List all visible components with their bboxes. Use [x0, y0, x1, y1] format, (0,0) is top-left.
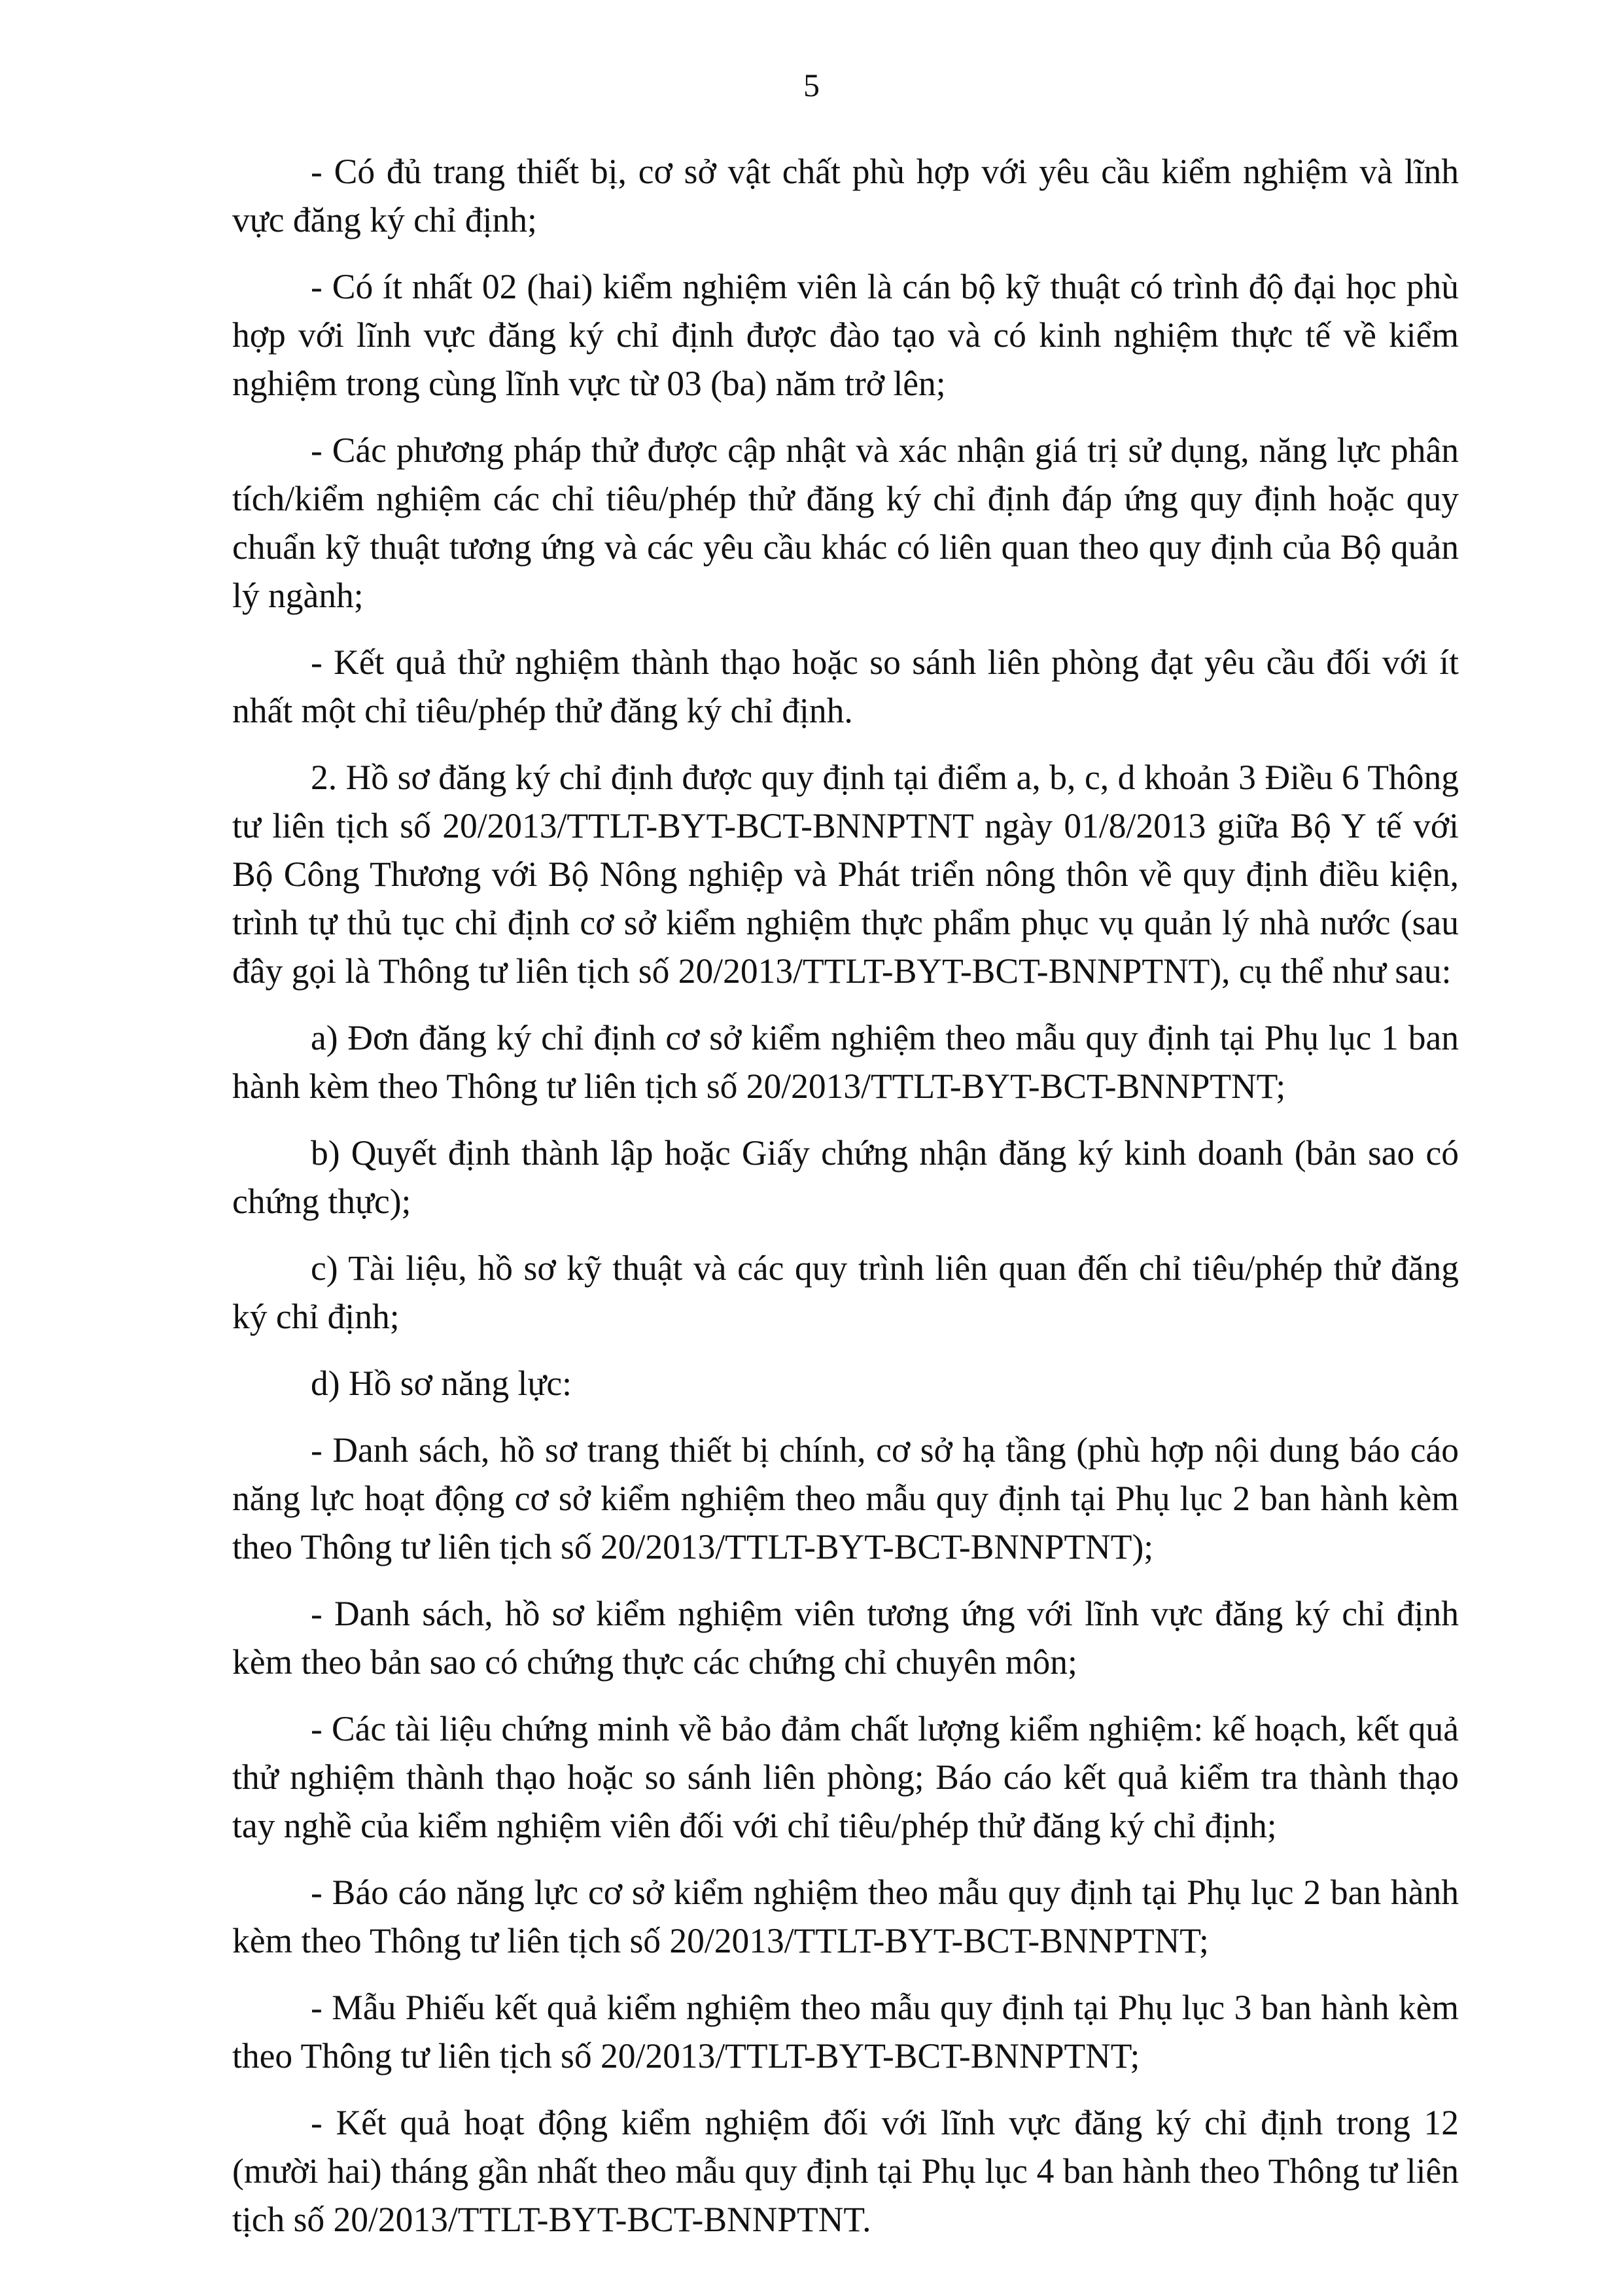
- paragraph-item-c: c) Tài liệu, hồ sơ kỹ thuật và các quy trình liên quan đến chỉ tiêu/phép thử đăng ký chỉ định;: [232, 1248, 1459, 1336]
- paragraph-capacity-report: - Báo cáo năng lực cơ sở kiểm nghiệm theo mẫu quy định tại Phụ lục 2 ban hành kèm theo Thông tư liên tịch số 20/2013/TTLT-BYT-BCT-BNNPTNT;: [232, 1873, 1459, 1960]
- paragraph-test-methods: - Các phương pháp thử được cập nhật và xác nhận giá trị sử dụng, năng lực phân tích/kiểm nghiệm các chỉ tiêu/phép thử đăng ký chỉ định đáp ứng quy định hoặc quy chuẩn kỹ thuật tương ứng và các yêu cầu khác có liên quan theo quy định của Bộ quản lý ngành;: [232, 431, 1459, 615]
- paragraph-equipment: - Có đủ trang thiết bị, cơ sở vật chất phù hợp với yêu cầu kiểm nghiệm và lĩnh vực đăng ký chỉ định;: [232, 152, 1459, 239]
- paragraph-item-d: d) Hồ sơ năng lực:: [311, 1364, 572, 1403]
- paragraph-dossier-intro: 2. Hồ sơ đăng ký chỉ định được quy định tại điểm a, b, c, d khoản 3 Điều 6 Thông tư liên tịch số 20/2013/TTLT-BYT-BCT-BNNPTNT ngày 01/8/2013 giữa Bộ Y tế với Bộ Công Thương với Bộ Nông nghiệp và Phát triển nông thôn về quy định điều kiện, trình tự thủ tục chỉ định cơ sở kiểm nghiệm thực phẩm phục vụ quản lý nhà nước (sau đây gọi là Thông tư liên tịch số 20/2013/TTLT-BYT-BCT-BNNPTNT), cụ thể như sau:: [232, 758, 1459, 991]
- paragraph-proficiency-results: - Kết quả thử nghiệm thành thạo hoặc so sánh liên phòng đạt yêu cầu đối với ít nhất một chỉ tiêu/phép thử đăng ký chỉ định.: [232, 643, 1459, 730]
- paragraph-equipment-list: - Danh sách, hồ sơ trang thiết bị chính, cơ sở hạ tầng (phù hợp nội dung báo cáo năng lực hoạt động cơ sở kiểm nghiệm theo mẫu quy định tại Phụ lục 2 ban hành kèm theo Thông tư liên tịch số 20/2013/TTLT-BYT-BCT-BNNPTNT);: [232, 1430, 1459, 1566]
- page-number: 5: [803, 67, 820, 103]
- paragraph-activity-results: - Kết quả hoạt động kiểm nghiệm đối với lĩnh vực đăng ký chỉ định trong 12 (mười hai) tháng gần nhất theo mẫu quy định tại Phụ lục 4 ban hành theo Thông tư liên tịch số 20/2013/TTLT-BYT-BCT-BNNPTNT.: [232, 2103, 1459, 2239]
- paragraph-item-b: b) Quyết định thành lập hoặc Giấy chứng nhận đăng ký kinh doanh (bản sao có chứng thực);: [232, 1133, 1459, 1221]
- document-body: [232, 147, 1459, 2262]
- paragraph-inspectors: - Có ít nhất 02 (hai) kiểm nghiệm viên là cán bộ kỹ thuật có trình độ đại học phù hợp với lĩnh vực đăng ký chỉ định được đào tạo và có kinh nghiệm thực tế về kiểm nghiệm trong cùng lĩnh vực từ 03 (ba) năm trở lên;: [232, 267, 1459, 403]
- paragraph-item-a: a) Đơn đăng ký chỉ định cơ sở kiểm nghiệm theo mẫu quy định tại Phụ lục 1 ban hành kèm theo Thông tư liên tịch số 20/2013/TTLT-BYT-BCT-BNNPTNT;: [232, 1018, 1459, 1106]
- paragraph-inspector-list: - Danh sách, hồ sơ kiểm nghiệm viên tương ứng với lĩnh vực đăng ký chỉ định kèm theo bản sao có chứng thực các chứng chỉ chuyên môn;: [232, 1594, 1459, 1682]
- paragraph-quality-docs: - Các tài liệu chứng minh về bảo đảm chất lượng kiểm nghiệm: kế hoạch, kết quả thử nghiệm thành thạo hoặc so sánh liên phòng; Báo cáo kết quả kiểm tra thành thạo tay nghề của kiểm nghiệm viên đối với chỉ tiêu/phép thử đăng ký chỉ định;: [232, 1709, 1459, 1845]
- paragraph-result-form: - Mẫu Phiếu kết quả kiểm nghiệm theo mẫu quy định tại Phụ lục 3 ban hành kèm theo Thông tư liên tịch số 20/2013/TTLT-BYT-BCT-BNNPTNT;: [232, 1988, 1459, 2075]
